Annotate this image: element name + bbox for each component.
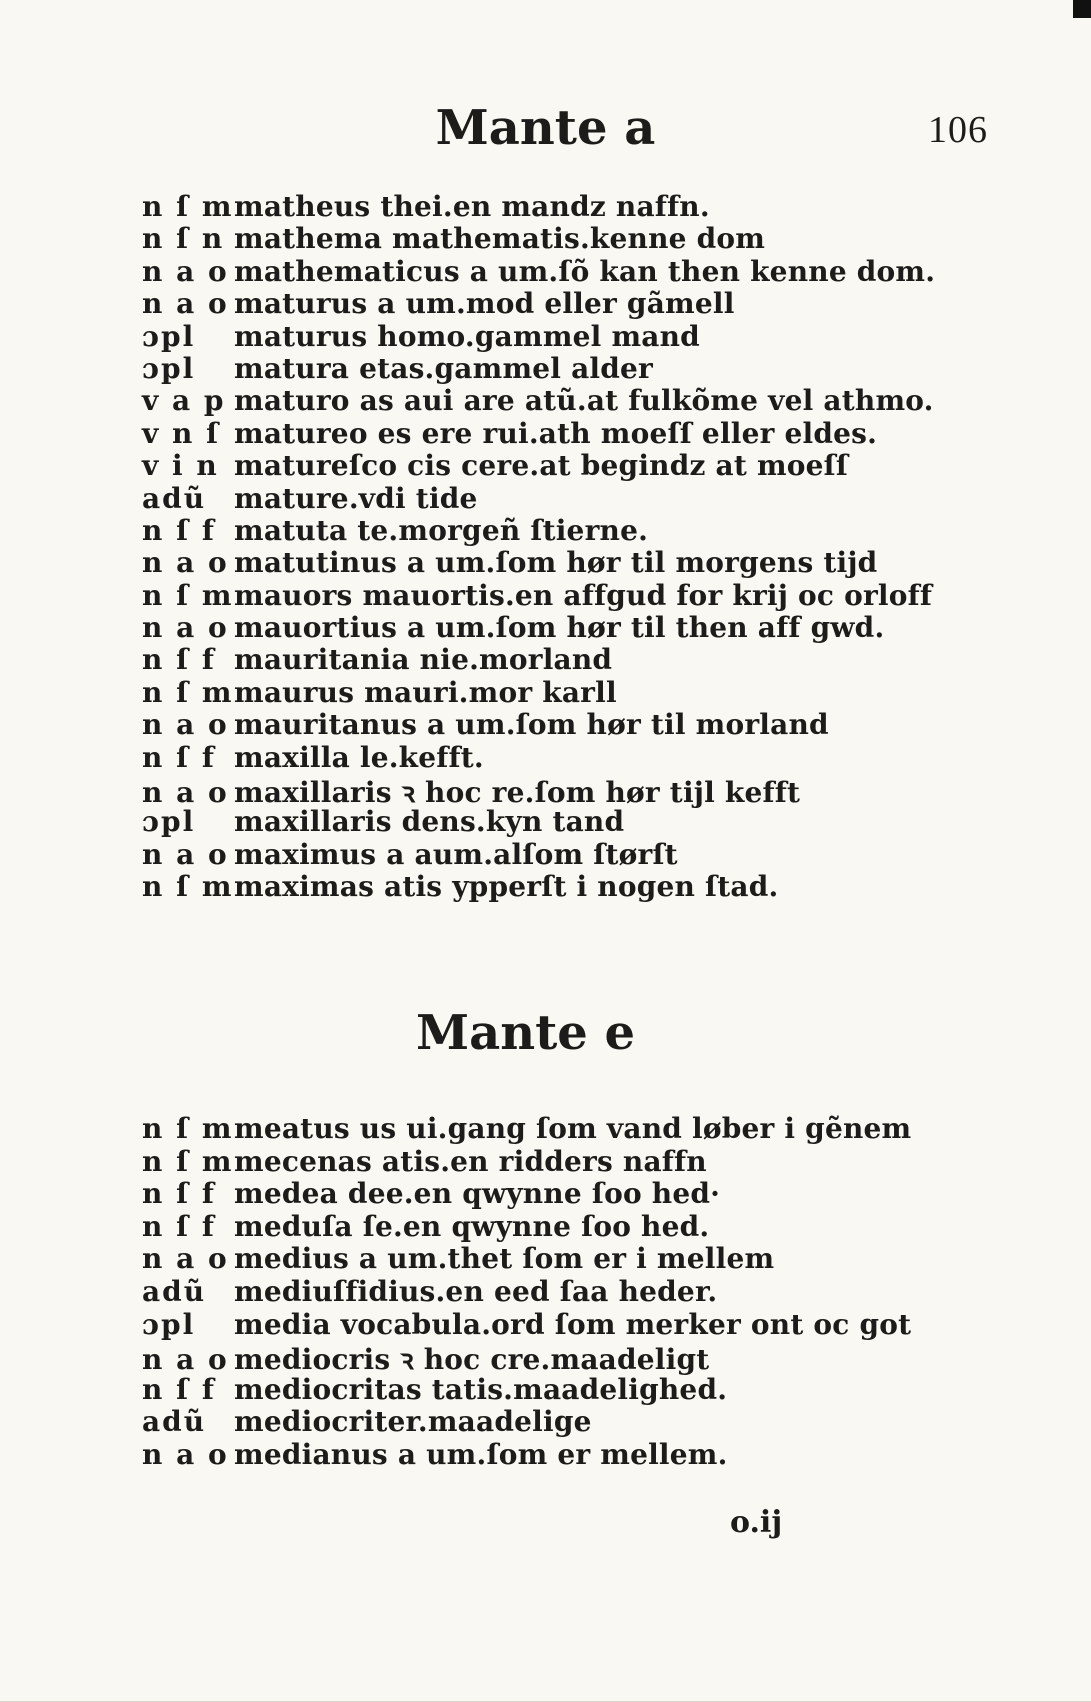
entry-text: mediocris ꝛ hoc cre.maadeligt	[234, 1343, 710, 1377]
grammar-code: n ſ f	[142, 740, 216, 774]
entry-text: maturus a um.mod eller gãmell	[234, 287, 735, 321]
grammar-code: n ſ f	[142, 513, 216, 547]
grammar-code: v i n	[142, 449, 219, 483]
dictionary-entry	[142, 482, 935, 514]
entry-text: matheus thei.en mandz naffn.	[234, 190, 710, 223]
entry-text: matureo es ere rui.ath moeſſ eller eldes.	[234, 416, 878, 450]
dictionary-entry	[142, 611, 935, 643]
signature-mark: o.ij	[730, 1505, 783, 1540]
entry-text: maxilla le.kefft.	[234, 740, 484, 774]
dictionary-entry	[142, 190, 935, 222]
dictionary-entry	[142, 708, 935, 740]
dictionary-entry	[142, 384, 935, 416]
grammar-code: n a o	[142, 776, 229, 810]
dictionary-entry	[142, 838, 935, 870]
dictionary-entry	[142, 870, 935, 902]
grammar-code: n ſ m	[142, 675, 234, 709]
dictionary-entry	[142, 1145, 911, 1178]
entry-text: medius a um.thet ſom er i mellem	[234, 1242, 775, 1276]
grammar-code: adũ	[142, 481, 207, 515]
grammar-code: ɔpl	[142, 805, 196, 839]
dictionary-entry	[142, 352, 935, 384]
entry-text: media vocabula.ord ſom merker ont oc got	[234, 1307, 912, 1341]
grammar-code: n a o	[142, 611, 229, 645]
dictionary-entry	[142, 417, 935, 449]
grammar-code: n a o	[142, 546, 229, 580]
grammar-code: adũ	[142, 1405, 207, 1439]
entry-text: meduſa ſe.en qwynne ſoo hed.	[234, 1209, 710, 1243]
dictionary-entry	[142, 222, 935, 254]
grammar-code: n ſ m	[142, 190, 234, 223]
entry-text: maturus homo.gammel mand	[234, 319, 700, 353]
entry-text: matutinus a um.ſom hør til morgens tijd	[234, 546, 878, 580]
dictionary-entry	[142, 805, 935, 837]
entry-text: matuta te.morgeñ ſtierne.	[234, 513, 649, 547]
grammar-code: n a o	[142, 1343, 229, 1377]
grammar-code: n a o	[142, 708, 229, 742]
grammar-code: v n ſ	[142, 416, 221, 450]
entry-text: maturo as aui are atũ.at fulkõme vel athmo.	[234, 384, 934, 418]
running-head-mante-e: Mante e	[415, 1005, 636, 1061]
dictionary-entry	[142, 320, 935, 352]
grammar-code: adũ	[142, 1274, 207, 1308]
entry-text: mathematicus a um.ſõ kan then kenne dom.	[234, 254, 936, 288]
entry-text: meatus us ui.gang ſom vand løber i gẽnem	[234, 1112, 912, 1145]
grammar-code: n ſ f	[142, 1209, 216, 1243]
page-number: 106	[928, 109, 988, 151]
grammar-code: ɔpl	[142, 319, 196, 353]
entry-text: mauortius a um.ſom hør til then aff gwd.	[234, 611, 885, 645]
grammar-code: ɔpl	[142, 351, 196, 385]
dictionary-entry	[142, 579, 935, 611]
entry-text: maximas atis ypperſt i nogen ſtad.	[234, 870, 779, 904]
grammar-code: n a o	[142, 837, 229, 871]
dictionary-entry	[142, 546, 935, 578]
entry-text: maurus mauri.mor karll	[234, 675, 617, 709]
grammar-code: n a o	[142, 287, 229, 321]
dictionary-entry	[142, 741, 935, 773]
dictionary-entry	[142, 449, 935, 481]
entry-text: mathema mathematis.kenne dom	[234, 222, 766, 256]
dictionary-entry	[142, 643, 935, 675]
entry-list-mante-a	[142, 190, 935, 903]
entry-text: maxillaris dens.kyn tand	[234, 805, 625, 839]
entry-text: mature.vdi tide	[234, 481, 478, 515]
grammar-code: n ſ f	[142, 643, 216, 677]
grammar-code: n ſ n	[142, 222, 225, 256]
entry-text: matura etas.gammel alder	[234, 351, 654, 385]
entry-text: medea dee.en qwynne ſoo hed·	[234, 1177, 721, 1211]
entry-text: maximus a aum.alſom ſtørſt	[234, 837, 678, 871]
dictionary-entry	[142, 1373, 911, 1406]
grammar-code: n ſ f	[142, 1372, 216, 1406]
dictionary-entry	[142, 1275, 911, 1308]
grammar-code: n ſ f	[142, 1177, 216, 1211]
grammar-code: n a o	[142, 1242, 229, 1276]
entry-text: maxillaris ꝛ hoc re.ſom hør tijl kefft	[234, 776, 801, 810]
dictionary-entry	[142, 1340, 911, 1377]
entry-text: mecenas atis.en ridders naffn	[234, 1144, 707, 1178]
dictionary-entry	[142, 1112, 911, 1145]
dictionary-entry	[142, 255, 935, 287]
scan-edge-mark	[1073, 0, 1091, 18]
grammar-code: n ſ m	[142, 1112, 234, 1145]
grammar-code: v a p	[142, 384, 226, 418]
dictionary-entry	[142, 1177, 911, 1210]
grammar-code: ɔpl	[142, 1307, 196, 1341]
grammar-code: n a o	[142, 1437, 229, 1471]
entry-text: mediocriter.maadelige	[234, 1405, 592, 1439]
dictionary-entry	[142, 514, 935, 546]
dictionary-entry	[142, 1438, 911, 1471]
grammar-code: n ſ m	[142, 578, 234, 612]
entry-list-mante-e	[142, 1112, 911, 1471]
dictionary-entry	[142, 773, 935, 810]
entry-text: mauors mauortis.en affgud for krij oc orloff	[234, 578, 933, 612]
entry-text: mediocritas tatis.maadelighed.	[234, 1372, 728, 1406]
entry-text: medianus a um.ſom er mellem.	[234, 1437, 728, 1471]
grammar-code: n ſ m	[142, 1144, 234, 1178]
entry-text: matureſco cis cere.at begindz at moeſſ	[234, 449, 849, 483]
running-head-mante-a: Mante a	[435, 100, 656, 156]
entry-text: mauritania nie.morland	[234, 643, 613, 677]
dictionary-entry	[142, 287, 935, 319]
dictionary-entry	[142, 1308, 911, 1341]
dictionary-entry	[142, 1242, 911, 1275]
grammar-code: n a o	[142, 254, 229, 288]
entry-text: mediuſfidius.en eed ſaa heder.	[234, 1274, 718, 1308]
grammar-code: n ſ m	[142, 870, 234, 904]
dictionary-entry	[142, 676, 935, 708]
dictionary-entry	[142, 1405, 911, 1438]
entry-text: mauritanus a um.ſom hør til morland	[234, 708, 829, 742]
dictionary-entry	[142, 1210, 911, 1243]
